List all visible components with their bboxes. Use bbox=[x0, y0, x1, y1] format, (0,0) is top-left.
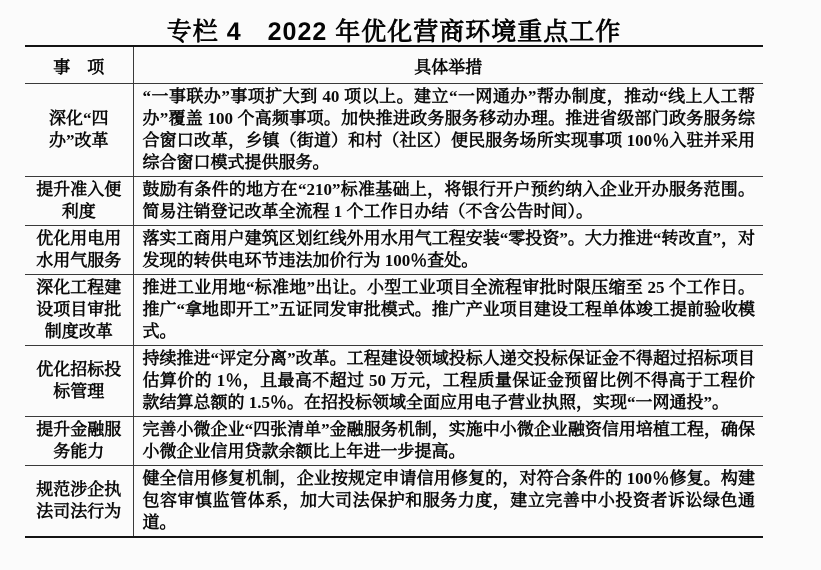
item-cell: 优化用电用水用气服务 bbox=[25, 226, 133, 275]
measure-cell: 落实工商用户建筑区划红线外用水用气工程安装“零投资”。大力推进“转改直”，对发现的转供电环节违法加价行为 100％查处。 bbox=[133, 226, 763, 275]
measures-table bbox=[25, 45, 763, 538]
measure-cell: “一事联办”事项扩大到 40 项以上。建立“一网通办”帮办制度，推动“线上人工帮办”覆盖 100 个高频事项。加快推进政务服务移动办理。推进省级部门政务服务综合窗口改革，乡镇（街道）和村（社区）便民服务场所实现事项 100％入驻并采用综合窗口模式提供服务。 bbox=[133, 84, 763, 177]
table-row bbox=[25, 466, 763, 538]
item-cell: 提升金融服务能力 bbox=[25, 417, 133, 466]
item-cell: 深化工程建设项目审批制度改革 bbox=[25, 275, 133, 346]
column-header-item: 事 项 bbox=[25, 46, 133, 84]
table-row bbox=[25, 346, 763, 417]
measure-cell: 推进工业用地“标准地”出让。小型工业项目全流程审批时限压缩至 25 个工作日。推广“拿地即开工”五证同发审批模式。推广产业项目建设工程单体竣工提前验收模式。 bbox=[133, 275, 763, 346]
measure-cell: 健全信用修复机制，企业按规定申请信用修复的，对符合条件的 100％修复。构建包容审慎监管体系，加大司法保护和服务力度，建立完善中小投资者诉讼绿色通道。 bbox=[133, 466, 763, 538]
item-cell: 提升准入便利度 bbox=[25, 177, 133, 226]
measure-cell: 持续推进“评定分离”改革。工程建设领域投标人递交投标保证金不得超过招标项目估算价的 1％，且最高不超过 50 万元，工程质量保证金预留比例不得高于工程价款结算总额的 1.5％。在招投标领域全面应用电子营业执照，实现“一网通投”。 bbox=[133, 346, 763, 417]
measure-cell: 鼓励有条件的地方在“210”标准基础上，将银行开户预约纳入企业开办服务范围。简易注销登记改革全流程 1 个工作日办结（不含公告时间）。 bbox=[133, 177, 763, 226]
table-row bbox=[25, 417, 763, 466]
item-cell: 深化“四办”改革 bbox=[25, 84, 133, 177]
table-row bbox=[25, 275, 763, 346]
page-title: 专栏 4 2022 年优化营商环境重点工作 bbox=[166, 18, 622, 46]
column-header-measures: 具体举措 bbox=[133, 46, 763, 84]
measure-cell: 完善小微企业“四张清单”金融服务机制，实施中小微企业融资信用培植工程，确保小微企业信用贷款余额比上年进一步提高。 bbox=[133, 417, 763, 466]
table-header-row bbox=[25, 46, 763, 84]
table-row bbox=[25, 84, 763, 177]
item-cell: 优化招标投标管理 bbox=[25, 346, 133, 417]
table-row bbox=[25, 177, 763, 226]
table-row bbox=[25, 226, 763, 275]
item-cell: 规范涉企执法司法行为 bbox=[25, 466, 133, 538]
